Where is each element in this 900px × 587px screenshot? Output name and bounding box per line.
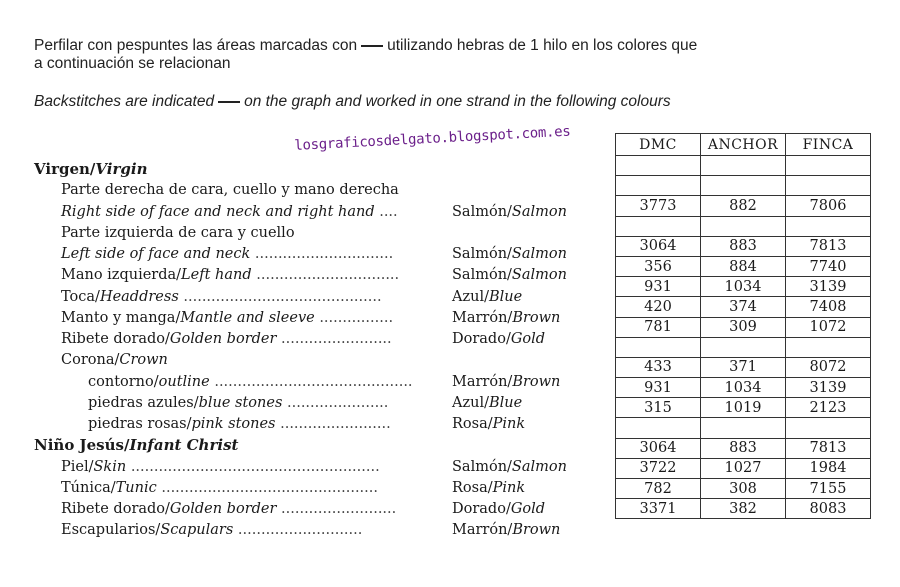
color-name: Rosa/Pink	[452, 416, 526, 432]
intro-en-part2: on the graph and worked in one strand in the following colours	[244, 93, 671, 110]
color-name: Salmón/Salmon	[452, 267, 567, 283]
list-item: Manto y manga/Mantle and sleeve ................	[61, 310, 394, 326]
table-row	[616, 479, 871, 499]
finca-cell: 8072	[786, 357, 871, 377]
dmc-cell: 3064	[616, 236, 701, 256]
header-anchor: ANCHOR	[701, 134, 786, 156]
finca-cell	[786, 337, 871, 357]
table-row	[616, 438, 871, 458]
finca-cell: 7740	[786, 256, 871, 276]
anchor-cell: 883	[701, 236, 786, 256]
dmc-cell	[616, 176, 701, 196]
intro-spanish-line1	[34, 37, 697, 55]
table-row	[616, 499, 871, 519]
color-name: Salmón/Salmon	[452, 204, 567, 220]
finca-cell	[786, 176, 871, 196]
anchor-cell	[701, 176, 786, 196]
dmc-cell: 3064	[616, 438, 701, 458]
intro-es-part1: Perfilar con pespuntes las áreas marcadas con	[34, 37, 358, 54]
section-heading: Niño Jesús/Infant Christ	[34, 436, 239, 454]
list-item: Corona/Crown	[61, 352, 168, 368]
anchor-cell: 371	[701, 357, 786, 377]
color-name: Rosa/Pink	[452, 480, 526, 496]
color-name: Marrón/Brown	[452, 310, 561, 326]
finca-cell: 1072	[786, 317, 871, 337]
table-row	[616, 196, 871, 216]
intro-spanish-line2: a continuación se relacionan	[34, 55, 231, 72]
list-item: Piel/Skin ......................................................	[61, 459, 380, 475]
watermark: losgraficosdelgato.blogspot.com.es	[294, 123, 571, 154]
finca-cell	[786, 156, 871, 176]
finca-cell: 7408	[786, 297, 871, 317]
table-row	[616, 176, 871, 196]
list-item: Parte derecha de cara, cuello y mano derecha	[61, 182, 399, 198]
table-row	[616, 297, 871, 317]
thread-table	[615, 133, 871, 519]
dmc-cell	[616, 337, 701, 357]
dmc-cell: 433	[616, 357, 701, 377]
list-item: Parte izquierda de cara y cuello	[61, 225, 295, 241]
anchor-cell	[701, 216, 786, 236]
finca-cell: 7813	[786, 438, 871, 458]
dmc-cell: 781	[616, 317, 701, 337]
anchor-cell	[701, 418, 786, 438]
anchor-cell: 1019	[701, 398, 786, 418]
table-row	[616, 418, 871, 438]
finca-cell: 7813	[786, 236, 871, 256]
anchor-cell: 883	[701, 438, 786, 458]
table-row	[616, 216, 871, 236]
table-row	[616, 317, 871, 337]
list-item: Túnica/Tunic ...............................................	[61, 480, 378, 496]
header-dmc: DMC	[616, 134, 701, 156]
dmc-cell	[616, 216, 701, 236]
dmc-cell: 356	[616, 256, 701, 276]
backstitch-dash-icon	[218, 101, 240, 103]
anchor-cell: 1027	[701, 458, 786, 478]
dmc-cell: 315	[616, 398, 701, 418]
intro-en-part1: Backstitches are indicated	[34, 93, 215, 110]
table-row	[616, 357, 871, 377]
anchor-cell: 882	[701, 196, 786, 216]
dmc-cell	[616, 156, 701, 176]
list-item: Toca/Headdress ...........................................	[61, 289, 382, 305]
intro-es-part2: utilizando hebras de 1 hilo en los colores que	[387, 37, 698, 54]
color-name: Salmón/Salmon	[452, 246, 567, 262]
list-item: Left side of face and neck ..............................	[61, 246, 394, 262]
list-item: piedras rosas/pink stones ........................	[88, 416, 391, 432]
intro-english	[34, 93, 671, 111]
finca-cell: 7155	[786, 479, 871, 499]
finca-cell: 7806	[786, 196, 871, 216]
finca-cell: 1984	[786, 458, 871, 478]
dmc-cell: 3722	[616, 458, 701, 478]
list-item: Ribete dorado/Golden border .........................	[61, 501, 397, 517]
color-name: Azul/Blue	[452, 289, 523, 305]
list-item: Right side of face and neck and right hand ....	[61, 204, 398, 220]
list-item: Ribete dorado/Golden border ........................	[61, 331, 392, 347]
table-row	[616, 256, 871, 276]
color-name: Marrón/Brown	[452, 522, 561, 538]
finca-cell	[786, 418, 871, 438]
list-item: piedras azules/blue stones ......................	[88, 395, 389, 411]
anchor-cell: 884	[701, 256, 786, 276]
anchor-cell: 1034	[701, 277, 786, 297]
dmc-cell: 931	[616, 378, 701, 398]
table-row	[616, 458, 871, 478]
dmc-cell: 3371	[616, 499, 701, 519]
color-name: Dorado/Gold	[452, 501, 546, 517]
anchor-cell: 1034	[701, 378, 786, 398]
color-name: Dorado/Gold	[452, 331, 546, 347]
anchor-cell: 382	[701, 499, 786, 519]
anchor-cell: 374	[701, 297, 786, 317]
list-item: contorno/outline ...........................................	[88, 374, 413, 390]
dmc-cell: 931	[616, 277, 701, 297]
section-heading: Virgen/Virgin	[34, 160, 148, 178]
table-row	[616, 337, 871, 357]
color-name: Salmón/Salmon	[452, 459, 567, 475]
finca-cell: 3139	[786, 277, 871, 297]
list-item: Mano izquierda/Left hand ...............................	[61, 267, 400, 283]
anchor-cell: 308	[701, 479, 786, 499]
list-item: Escapularios/Scapulars ...........................	[61, 522, 363, 538]
finca-cell: 8083	[786, 499, 871, 519]
anchor-cell	[701, 337, 786, 357]
backstitch-dash-icon	[361, 45, 383, 47]
dmc-cell: 420	[616, 297, 701, 317]
table-row	[616, 156, 871, 176]
finca-cell: 3139	[786, 378, 871, 398]
finca-cell	[786, 216, 871, 236]
finca-cell: 2123	[786, 398, 871, 418]
table-row	[616, 277, 871, 297]
color-name: Azul/Blue	[452, 395, 523, 411]
table-row	[616, 398, 871, 418]
table-header-row	[616, 134, 871, 156]
table-row	[616, 378, 871, 398]
dmc-cell: 3773	[616, 196, 701, 216]
color-name: Marrón/Brown	[452, 374, 561, 390]
header-finca: FINCA	[786, 134, 871, 156]
dmc-cell: 782	[616, 479, 701, 499]
anchor-cell: 309	[701, 317, 786, 337]
dmc-cell	[616, 418, 701, 438]
table-row	[616, 236, 871, 256]
anchor-cell	[701, 156, 786, 176]
